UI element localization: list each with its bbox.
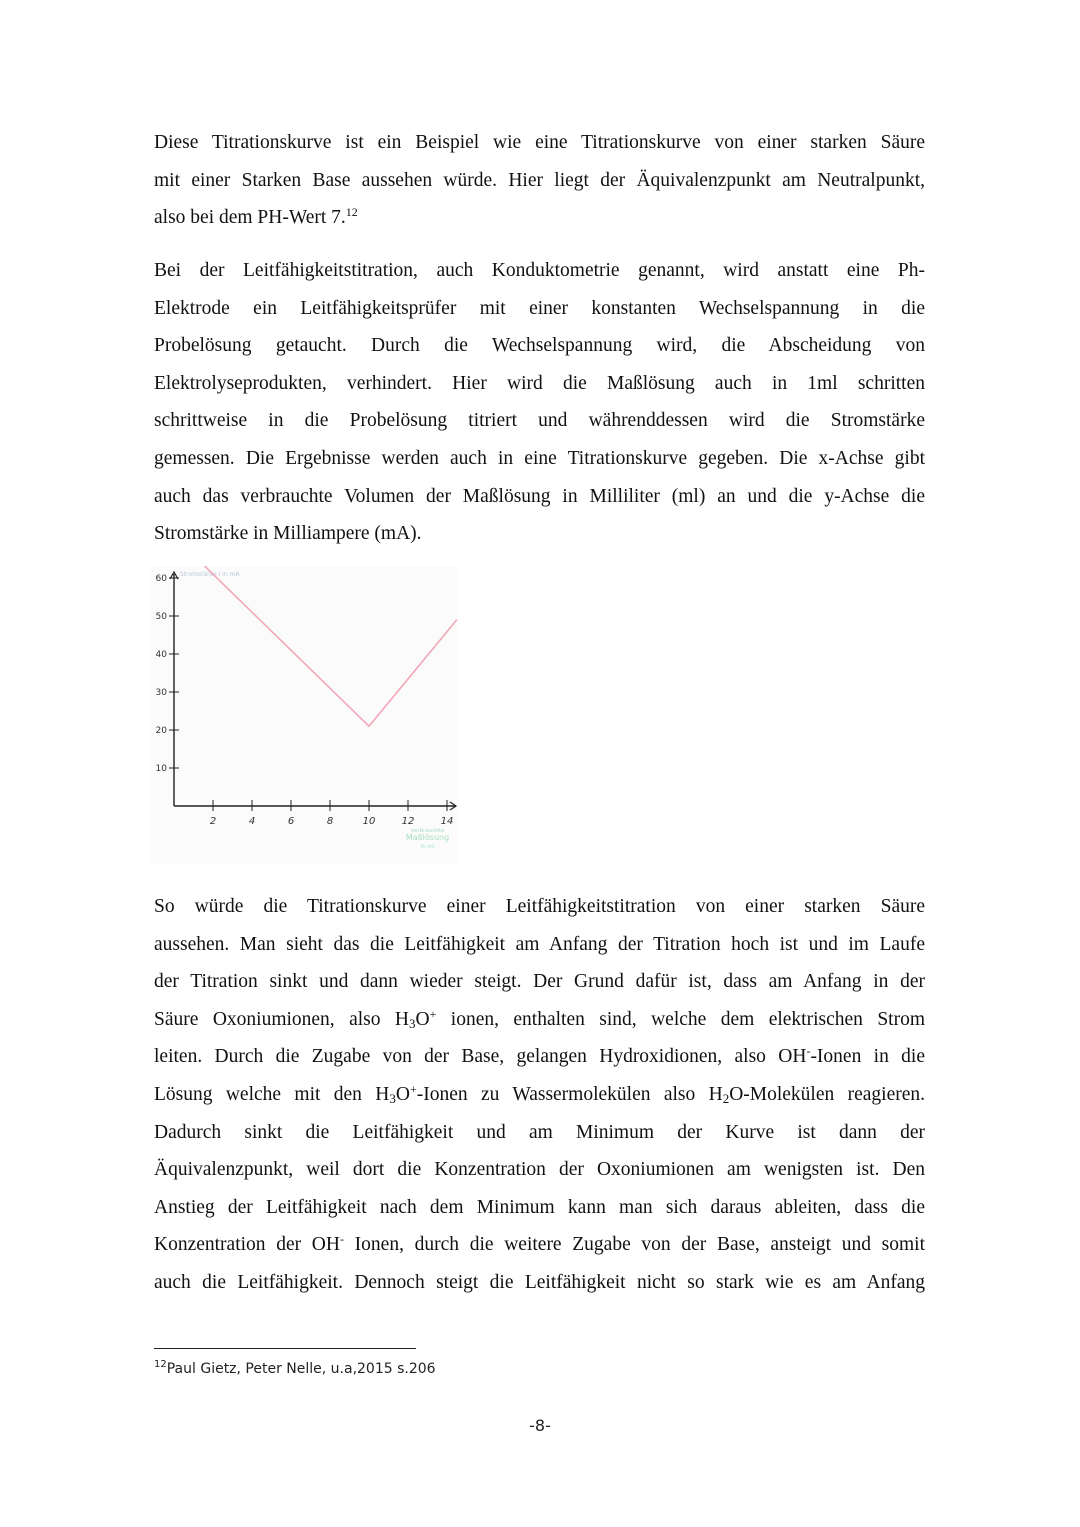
superscript: + xyxy=(409,1081,417,1096)
text-segment: -Ionen zu Wassermolekülen also H xyxy=(416,1083,723,1105)
chart-axes xyxy=(170,572,456,810)
text-line xyxy=(154,1076,925,1114)
subscript: 3 xyxy=(409,1015,416,1031)
text-line: Anstieg der Leitfähigkeit nach dem Minimum kann man sich daraus ableiten, dass die xyxy=(154,1196,925,1218)
y-tick-label: 30 xyxy=(155,688,167,698)
text-segment: Lösung welche mit den H xyxy=(154,1083,390,1105)
x-tick-label: 4 xyxy=(248,816,256,827)
paragraph-curve-explanation xyxy=(154,888,925,1302)
text-line: auch die Leitfähigkeit. Dennoch steigt die Leitfähigkeit nicht so stark wie es am Anfang xyxy=(154,1271,925,1293)
superscript: - xyxy=(806,1044,811,1059)
text-line: Elektrolyseprodukten, verhindert. Hier wird die Maßlösung auch in 1ml schritten xyxy=(154,372,925,394)
text-segment: O xyxy=(395,1083,410,1105)
subscript: 2 xyxy=(722,1090,730,1106)
y-tick-label: 20 xyxy=(155,726,167,736)
text-segment: Konzentration der OH xyxy=(154,1234,340,1256)
text-line: der Titration sinkt und dann wieder steigt. Der Grund dafür ist, dass am Anfang in der xyxy=(154,971,925,993)
text-line: gemessen. Die Ergebnisse werden auch in eine Titrationskurve gegeben. Die x-Achse gibt xyxy=(154,447,925,469)
text-segment: Ionen, durch die weitere Zugabe von der Base, ansteigt und somit xyxy=(343,1234,926,1256)
x-tick-label: 2 xyxy=(209,816,217,827)
text-line: schrittweise in die Probelösung titriert und währenddessen wird die Stromstärke xyxy=(154,410,925,432)
x-tick-label: 6 xyxy=(287,816,295,827)
footnote-reference: 12 xyxy=(345,205,358,220)
text-segment: Säure Oxoniumionen, also H xyxy=(154,1008,409,1030)
x-axis-label-line: Maßlösung xyxy=(405,833,450,842)
text-line: aussehen. Man sieht das die Leitfähigkeit am Anfang der Titration hoch ist und im Laufe xyxy=(154,933,925,955)
x-axis-label xyxy=(406,828,449,850)
y-axis-label: Stromstärke I in mA xyxy=(180,571,240,578)
titration-curve-chart xyxy=(150,566,458,864)
superscript: - xyxy=(339,1232,344,1247)
text-line xyxy=(154,199,925,237)
x-tick-label: 14 xyxy=(440,816,454,827)
x-tick-label: 12 xyxy=(401,816,415,827)
subscript: 3 xyxy=(389,1090,396,1106)
page-number: -8- xyxy=(529,1416,551,1435)
text-line xyxy=(154,1001,925,1039)
y-tick-label: 60 xyxy=(155,574,167,584)
text-line: Diese Titrationskurve ist ein Beispiel wie eine Titrationskurve von einer starken Säure xyxy=(154,132,925,153)
footnote-separator xyxy=(154,1348,416,1349)
footnote-marker: 12 xyxy=(154,1359,167,1370)
x-axis-label-line: in ml xyxy=(420,844,435,850)
text-segment: also bei dem PH-Wert 7. xyxy=(154,207,346,229)
y-tick-label: 10 xyxy=(155,764,167,774)
text-segment: leiten. Durch die Zugabe von der Base, gelangen Hydroxidionen, also OH xyxy=(154,1046,807,1068)
x-tick-label: 8 xyxy=(326,816,334,827)
y-tick-label: 40 xyxy=(155,650,167,660)
x-tick-label: 10 xyxy=(362,816,376,827)
text-line xyxy=(154,1038,925,1076)
text-segment: O xyxy=(415,1008,430,1030)
text-line: So würde die Titrationskurve einer Leitfähigkeitstitration von einer starken Säure xyxy=(154,896,925,917)
paragraph-equivalence-point xyxy=(154,124,925,237)
paragraph-conductometry xyxy=(154,252,925,553)
text-line: Elektrode ein Leitfähigkeitsprüfer mit einer konstanten Wechselspannung in die xyxy=(154,297,925,319)
y-tick-group xyxy=(156,566,179,774)
text-line xyxy=(154,1226,925,1264)
text-line: auch das verbrauchte Volumen der Maßlösung in Milliliter (ml) an und die y-Achse die xyxy=(154,485,925,507)
text-line: mit einer Starken Base aussehen würde. Hier liegt der Äquivalenzpunkt am Neutralpunkt, xyxy=(154,169,925,191)
y-tick-label: 50 xyxy=(155,612,167,622)
text-segment: ionen, enthalten sind, welche dem elektrischen Strom xyxy=(436,1008,925,1030)
text-line: Dadurch sinkt die Leitfähigkeit und am Minimum der Kurve ist dann der xyxy=(154,1121,925,1143)
text-segment: O-Molekülen reagieren. xyxy=(729,1083,925,1105)
text-line: Äquivalenzpunkt, weil dort die Konzentration der Oxoniumionen am wenigsten ist. Den xyxy=(154,1159,925,1181)
titration-curve-line xyxy=(194,566,457,726)
footnote xyxy=(154,1361,436,1377)
text-line: Bei der Leitfähigkeitstitration, auch Konduktometrie genannt, wird anstatt eine Ph- xyxy=(154,260,925,281)
x-axis-label-line: verbrauchte xyxy=(410,828,445,834)
text-line: Probelösung getaucht. Durch die Wechselspannung wird, die Abscheidung von xyxy=(154,335,925,357)
x-tick-group xyxy=(210,800,454,827)
superscript: + xyxy=(429,1006,437,1021)
text-segment: -Ionen in die xyxy=(810,1046,925,1068)
footnote-text: Paul Gietz, Peter Nelle, u.a,2015 s.206 xyxy=(166,1361,436,1377)
text-line: Stromstärke in Milliampere (mA). xyxy=(154,523,422,545)
